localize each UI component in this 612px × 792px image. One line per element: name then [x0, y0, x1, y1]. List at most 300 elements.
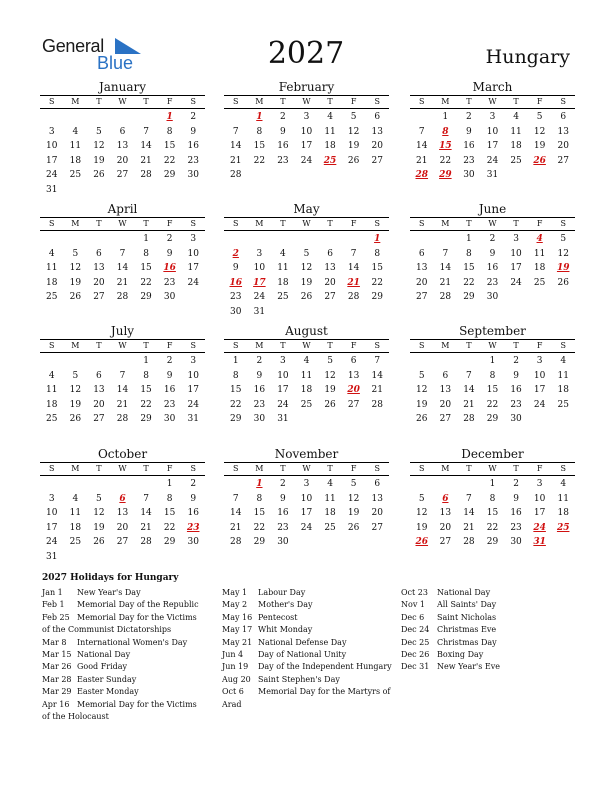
weekday-label: F — [166, 97, 173, 106]
day-cell: 7 — [466, 493, 472, 504]
empty-cell — [457, 354, 481, 369]
day-cell: 25 — [46, 414, 58, 424]
day-cell: 29 — [253, 537, 266, 547]
day-cell: 23 — [463, 155, 475, 166]
day-cell: 11 — [300, 370, 313, 381]
holiday-item — [222, 612, 392, 624]
day-cell: 10 — [510, 248, 522, 259]
day-cell: 7 — [350, 248, 357, 259]
empty-cell — [87, 110, 111, 125]
day-cell: 25 — [557, 399, 569, 410]
day-cell: 8 — [489, 493, 496, 504]
weekday-label: F — [536, 341, 543, 350]
day-cell: 19 — [93, 522, 105, 533]
day-cell: 5 — [350, 479, 357, 489]
weekday-label: S — [49, 97, 55, 106]
day-cell: 2 — [489, 234, 496, 244]
weekday-label: S — [560, 464, 566, 473]
holiday-name: Day of National Unity — [258, 650, 347, 660]
weekday-label: S — [419, 97, 425, 106]
day-cell: 1 — [489, 356, 496, 366]
day-cell: 22 — [486, 399, 499, 410]
empty-cell — [111, 354, 135, 369]
day-cell: 28 — [463, 414, 475, 424]
day-grid — [40, 354, 205, 427]
day-cell: 8 — [232, 370, 239, 381]
day-cell: 21 — [140, 155, 152, 166]
day-cell: 30 — [230, 306, 242, 317]
day-cell: 6 — [374, 479, 381, 489]
weekday-label: M — [71, 97, 80, 106]
day-cell: 17 — [533, 385, 546, 395]
weekday-label: T — [143, 464, 149, 473]
day-cell: 3 — [190, 356, 197, 366]
weekday-label: T — [466, 219, 472, 228]
holiday-item — [401, 661, 571, 673]
day-grid — [410, 110, 575, 183]
day-cell: 24 — [533, 399, 546, 410]
day-cell: 2 — [256, 356, 263, 366]
month-june — [410, 202, 575, 305]
day-cell: 10 — [277, 370, 289, 381]
day-cell: 18 — [46, 399, 58, 410]
day-cell: 10 — [533, 370, 546, 381]
day-cell: 6 — [96, 248, 102, 259]
day-cell: 1 — [143, 356, 149, 366]
day-cell: 25 — [277, 292, 289, 302]
day-cell: 30 — [187, 170, 199, 180]
weekday-label: W — [302, 341, 311, 350]
empty-cell — [224, 110, 248, 125]
day-cell: 4 — [303, 356, 310, 366]
day-cell: 9 — [190, 493, 197, 504]
holiday-name: New Year's Day — [77, 588, 141, 597]
empty-cell — [40, 110, 64, 125]
day-cell: 3 — [190, 234, 197, 244]
day-cell: 30 — [163, 414, 176, 424]
holiday-day-cell: 15 — [439, 141, 452, 151]
day-cell: 26 — [69, 292, 82, 302]
weekday-label: W — [488, 219, 497, 228]
day-cell: 27 — [557, 155, 569, 166]
day-cell: 24 — [300, 522, 313, 533]
holiday-day-cell: 17 — [253, 277, 266, 288]
holiday-item — [42, 587, 207, 599]
day-cell: 24 — [300, 155, 313, 166]
weekday-label: T — [96, 341, 102, 350]
day-cell: 29 — [486, 537, 499, 547]
holiday-date: Mar 29 — [42, 687, 72, 697]
weekday-header — [224, 339, 389, 353]
holiday-day-cell: 28 — [415, 170, 429, 180]
day-cell: 8 — [166, 493, 173, 504]
day-cell: 23 — [510, 522, 522, 533]
day-cell: 5 — [72, 370, 79, 381]
day-cell: 30 — [253, 414, 266, 424]
weekday-label: T — [96, 97, 102, 106]
month-august — [224, 324, 389, 427]
holiday-date: Dec 24 — [401, 625, 430, 635]
day-cell: 9 — [166, 248, 173, 259]
holiday-day-cell: 31 — [533, 537, 546, 547]
day-cell: 6 — [374, 112, 381, 122]
holiday-name: Boxing Day — [437, 650, 484, 660]
holiday-day-cell: 26 — [533, 155, 546, 166]
weekday-label: S — [374, 219, 380, 228]
holiday-day-cell: 8 — [442, 126, 449, 137]
country-name: Hungary — [485, 46, 570, 68]
day-cell: 17 — [46, 522, 58, 533]
day-cell: 23 — [163, 277, 176, 288]
holiday-name: Memorial Day for the Martyrs of Arad — [222, 687, 391, 709]
day-cell: 4 — [327, 479, 333, 489]
day-cell: 6 — [560, 112, 567, 122]
weekday-header — [224, 217, 389, 231]
holiday-item — [222, 587, 392, 599]
day-cell: 15 — [163, 141, 176, 151]
day-cell: 20 — [371, 141, 383, 151]
empty-cell — [410, 232, 434, 247]
day-cell: 4 — [327, 112, 333, 122]
weekday-label: S — [419, 219, 425, 228]
day-cell: 28 — [347, 292, 360, 302]
day-cell: 14 — [140, 141, 152, 151]
holiday-date: May 17 — [222, 625, 253, 635]
month-name: October — [97, 447, 148, 461]
weekday-label: S — [190, 341, 196, 350]
empty-cell — [342, 232, 366, 247]
day-cell: 4 — [513, 112, 519, 122]
holiday-name: International Women's Day — [77, 637, 188, 647]
day-cell: 16 — [486, 263, 499, 273]
day-cell: 14 — [371, 370, 383, 381]
empty-cell — [40, 232, 64, 247]
day-cell: 14 — [140, 508, 152, 518]
day-cell: 22 — [230, 399, 242, 410]
empty-cell — [434, 477, 458, 492]
empty-cell — [410, 477, 434, 492]
day-cell: 12 — [347, 126, 360, 137]
day-cell: 9 — [256, 370, 263, 381]
holiday-column — [42, 587, 207, 723]
day-cell: 24 — [253, 292, 266, 302]
weekday-label: M — [71, 464, 80, 473]
day-cell: 14 — [463, 385, 475, 395]
holiday-name: Saint Stephen's Day — [258, 674, 340, 684]
weekday-label: T — [327, 464, 333, 473]
day-cell: 8 — [143, 248, 149, 259]
day-cell: 27 — [416, 292, 428, 302]
weekday-label: W — [118, 341, 127, 350]
day-cell: 15 — [253, 141, 266, 151]
day-cell: 19 — [416, 399, 428, 410]
day-cell: 22 — [486, 522, 499, 533]
day-cell: 1 — [489, 479, 496, 489]
month-name: January — [98, 80, 147, 94]
day-cell: 28 — [230, 537, 242, 547]
holiday-date: Mar 8 — [42, 637, 67, 647]
day-cell: 13 — [371, 126, 383, 137]
day-cell: 15 — [486, 508, 499, 518]
weekday-label: F — [350, 464, 357, 473]
holiday-date: Nov 1 — [401, 600, 425, 610]
day-cell: 15 — [140, 385, 152, 395]
day-cell: 29 — [486, 414, 499, 424]
day-cell: 17 — [46, 155, 58, 166]
day-cell: 24 — [187, 277, 199, 288]
day-cell: 4 — [48, 248, 55, 259]
weekday-label: T — [143, 97, 149, 106]
holiday-item — [42, 612, 207, 637]
holiday-item — [401, 612, 571, 624]
day-cell: 20 — [116, 155, 129, 166]
day-cell: 24 — [187, 399, 199, 410]
day-cell: 15 — [163, 508, 176, 518]
day-cell: 18 — [46, 277, 58, 288]
day-cell: 8 — [489, 370, 496, 381]
empty-cell — [134, 477, 158, 492]
day-cell: 9 — [513, 370, 519, 381]
day-cell: 4 — [560, 356, 567, 366]
day-cell: 25 — [69, 537, 82, 547]
day-cell: 22 — [163, 522, 176, 533]
day-cell: 11 — [324, 493, 336, 504]
day-cell: 15 — [486, 385, 499, 395]
day-cell: 12 — [93, 141, 105, 151]
holiday-day-cell: 21 — [347, 277, 360, 288]
day-cell: 3 — [536, 356, 543, 366]
day-cell: 20 — [439, 399, 452, 410]
day-cell: 10 — [187, 248, 199, 259]
weekday-header — [40, 339, 205, 353]
day-cell: 1 — [166, 479, 173, 489]
holiday-item — [222, 674, 392, 686]
empty-cell — [64, 110, 88, 125]
day-cell: 25 — [69, 170, 82, 180]
day-cell: 22 — [463, 277, 475, 288]
day-cell: 28 — [439, 292, 452, 302]
day-cell: 21 — [116, 399, 129, 410]
day-cell: 30 — [486, 292, 499, 302]
day-cell: 28 — [140, 537, 152, 547]
day-cell: 7 — [232, 126, 239, 137]
day-cell: 26 — [557, 277, 569, 288]
holiday-item — [222, 686, 392, 711]
day-cell: 14 — [439, 263, 452, 273]
day-cell: 26 — [300, 292, 313, 302]
empty-cell — [111, 477, 135, 492]
day-cell: 9 — [280, 126, 286, 137]
holiday-item — [222, 637, 392, 649]
month-name: February — [278, 80, 335, 94]
weekday-label: F — [536, 219, 543, 228]
day-cell: 7 — [374, 356, 381, 366]
day-cell: 12 — [69, 263, 82, 273]
holiday-day-cell: 24 — [533, 522, 546, 533]
day-cell: 8 — [374, 248, 381, 259]
day-cell: 28 — [463, 537, 475, 547]
day-cell: 20 — [324, 277, 336, 288]
weekday-label: T — [96, 464, 102, 473]
day-cell: 31 — [486, 170, 499, 180]
holiday-column — [222, 587, 392, 711]
weekday-label: F — [166, 464, 173, 473]
day-cell: 4 — [72, 493, 79, 504]
holiday-name: Saint Nicholas — [437, 612, 497, 622]
month-name: September — [459, 324, 526, 338]
day-cell: 18 — [510, 141, 522, 151]
holiday-name: Labour Day — [258, 588, 306, 597]
day-cell: 12 — [533, 126, 546, 137]
empty-cell — [40, 477, 64, 492]
day-cell: 17 — [300, 508, 313, 518]
month-name: March — [472, 80, 513, 94]
day-cell: 9 — [166, 370, 173, 381]
weekday-label: T — [96, 219, 102, 228]
empty-cell — [434, 232, 458, 247]
day-cell: 6 — [96, 370, 102, 381]
empty-cell — [318, 232, 342, 247]
day-cell: 27 — [324, 292, 336, 302]
weekday-label: S — [374, 341, 380, 350]
day-cell: 10 — [46, 141, 58, 151]
day-cell: 10 — [533, 493, 546, 504]
day-cell: 16 — [277, 508, 289, 518]
weekday-header — [40, 217, 205, 231]
day-cell: 10 — [187, 370, 199, 381]
holiday-item — [222, 661, 392, 673]
day-cell: 14 — [416, 141, 428, 151]
month-december — [410, 447, 575, 550]
weekday-label: T — [280, 341, 286, 350]
holiday-item — [401, 599, 571, 611]
weekday-label: S — [233, 97, 239, 106]
holiday-name: Christmas Eve — [437, 625, 497, 635]
day-cell: 11 — [69, 141, 82, 151]
day-cell: 2 — [166, 356, 173, 366]
weekday-label: M — [255, 464, 264, 473]
day-cell: 7 — [143, 126, 149, 137]
day-cell: 24 — [510, 277, 522, 288]
weekday-label: T — [143, 219, 149, 228]
holiday-date: Feb 25 — [42, 612, 70, 622]
day-cell: 12 — [324, 370, 336, 381]
weekday-label: T — [143, 341, 149, 350]
day-cell: 14 — [463, 508, 475, 518]
holiday-day-cell: 4 — [536, 234, 543, 244]
day-cell: 27 — [116, 537, 129, 547]
day-cell: 29 — [371, 292, 383, 302]
day-cell: 15 — [253, 508, 266, 518]
day-cell: 5 — [536, 112, 543, 122]
day-cell: 25 — [324, 522, 336, 533]
holiday-name: Memorial Day for the Victims of the Communist Dictatorships — [42, 612, 197, 635]
holiday-item — [222, 599, 392, 611]
holiday-name: Mother's Day — [258, 600, 313, 610]
day-cell: 3 — [48, 493, 55, 504]
weekday-label: M — [255, 341, 264, 350]
weekday-label: S — [374, 97, 380, 106]
day-cell: 16 — [510, 385, 522, 395]
day-cell: 6 — [119, 126, 126, 137]
holiday-name: National Day — [437, 588, 491, 597]
day-cell: 22 — [253, 155, 266, 166]
day-cell: 23 — [486, 277, 499, 288]
day-cell: 11 — [557, 370, 569, 381]
holiday-item — [42, 686, 207, 698]
day-cell: 5 — [560, 234, 567, 244]
weekday-label: S — [49, 219, 55, 228]
holidays-title: 2027 Holidays for Hungary — [42, 573, 179, 583]
day-cell: 3 — [303, 112, 310, 122]
day-cell: 18 — [324, 141, 336, 151]
day-cell: 5 — [72, 248, 79, 259]
day-cell: 31 — [46, 551, 58, 562]
weekday-label: W — [302, 219, 311, 228]
day-cell: 19 — [324, 385, 336, 395]
day-cell: 30 — [463, 170, 475, 180]
weekday-label: F — [536, 464, 543, 473]
day-cell: 27 — [371, 155, 383, 166]
holiday-day-cell: 1 — [374, 234, 381, 244]
day-cell: 5 — [418, 370, 425, 381]
day-cell: 3 — [48, 126, 55, 137]
day-cell: 10 — [300, 126, 313, 137]
holiday-day-cell: 25 — [323, 155, 337, 166]
holiday-name: All Saints' Day — [437, 600, 497, 610]
weekday-label: M — [255, 219, 264, 228]
weekday-label: F — [166, 219, 173, 228]
weekday-label: T — [466, 97, 472, 106]
day-cell: 27 — [371, 522, 383, 533]
day-cell: 26 — [347, 522, 360, 533]
day-cell: 9 — [190, 126, 197, 137]
day-cell: 17 — [187, 263, 199, 273]
day-cell: 11 — [533, 248, 546, 259]
empty-cell — [40, 354, 64, 369]
day-cell: 30 — [163, 292, 176, 302]
day-cell: 4 — [72, 126, 79, 137]
holiday-name: Easter Monday — [77, 687, 139, 697]
day-cell: 8 — [143, 370, 149, 381]
day-cell: 18 — [300, 385, 313, 395]
holiday-date: Oct 23 — [401, 588, 428, 597]
weekday-label: S — [560, 97, 566, 106]
day-cell: 14 — [116, 385, 129, 395]
holiday-item — [222, 649, 392, 661]
page-title-year: 2027 — [267, 36, 345, 71]
month-january — [40, 80, 205, 197]
day-cell: 7 — [143, 493, 149, 504]
day-cell: 4 — [48, 370, 55, 381]
holiday-name: Easter Sunday — [77, 674, 137, 684]
holiday-date: Aug 20 — [222, 674, 251, 684]
holiday-date: Mar 26 — [42, 662, 72, 672]
day-cell: 14 — [230, 508, 242, 518]
month-november — [224, 447, 389, 550]
day-cell: 30 — [510, 414, 522, 424]
day-cell: 21 — [230, 155, 242, 166]
day-cell: 31 — [187, 414, 199, 424]
day-cell: 24 — [277, 399, 289, 410]
weekday-label: W — [302, 97, 311, 106]
day-grid — [410, 354, 575, 427]
weekday-header — [410, 339, 575, 353]
month-name: November — [274, 447, 339, 461]
day-cell: 28 — [230, 170, 242, 180]
day-cell: 11 — [557, 493, 569, 504]
day-cell: 26 — [69, 414, 82, 424]
